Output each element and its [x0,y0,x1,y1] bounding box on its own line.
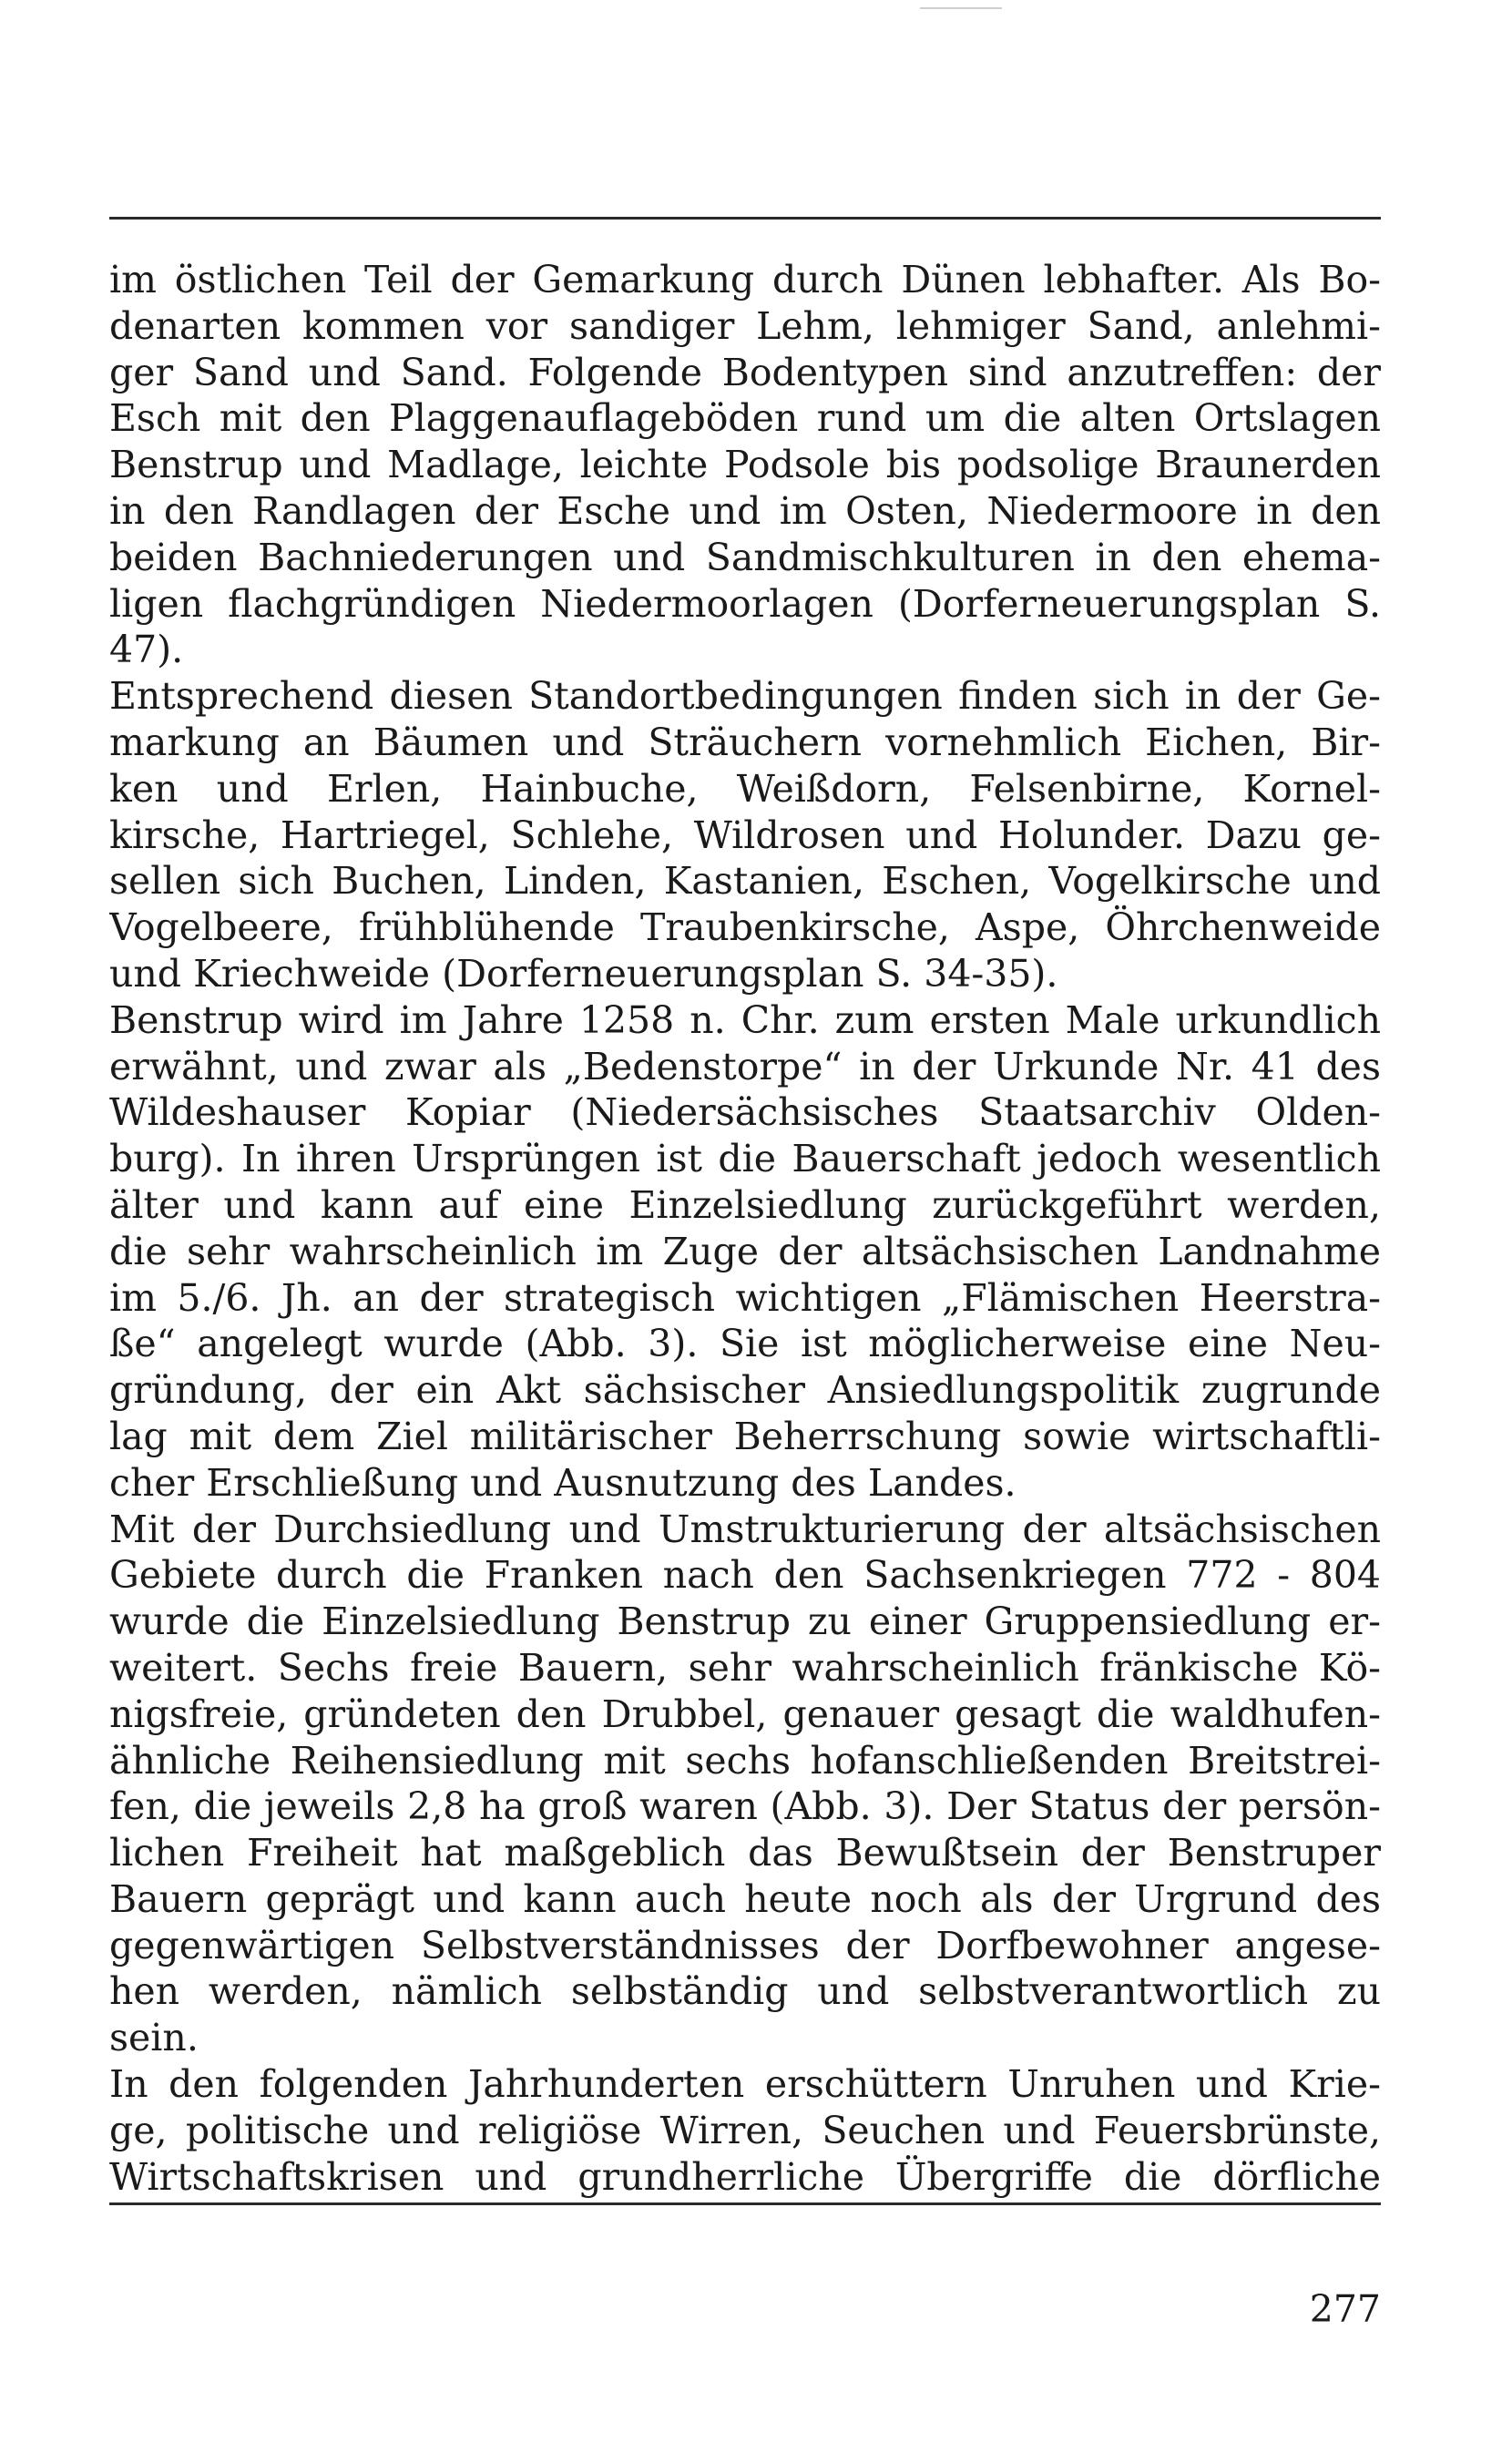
text-line: hen werden, nämlich selbständig und selbstverantwortlich zu [109,1969,1381,2014]
body-text [109,257,1381,2200]
text-line: erwähnt, und zwar als „Bedenstorpe“ in der Urkunde Nr. 41 des [109,1044,1381,1088]
text-line: ge, politische und religiöse Wirren, Seuchen und Feuersbrünste, [109,2108,1381,2152]
text-line: weitert. Sechs freie Bauern, sehr wahrscheinlich fränkische Kö- [109,1645,1381,1690]
text-line: gegenwärtigen Selbstverständnisses der Dorfbewohner angese- [109,1923,1381,1967]
text-line: ße“ angelegt wurde (Abb. 3). Sie ist möglicherweise eine Neu- [109,1322,1381,1366]
text-line: ähnliche Reihensiedlung mit sechs hofanschließenden Breitstrei- [109,1738,1381,1783]
text-line: im östlichen Teil der Gemarkung durch Dünen lebhafter. Als Bo- [109,258,1381,301]
text-line: beiden Bachniederungen und Sandmischkulturen in den ehema- [109,535,1381,579]
text-line: Bauern geprägt und kann auch heute noch als der Urgrund des [109,1876,1381,1921]
text-line: nigsfreie, gründeten den Drubbel, genauer gesagt die waldhufen- [109,1691,1381,1736]
text-line: Benstrup wird im Jahre 1258 n. Chr. zum ersten Male urkundlich [109,997,1381,1042]
text-line: wurde die Einzelsiedlung Benstrup zu einer Gruppensiedlung er- [109,1599,1381,1644]
text-line: älter und kann auf eine Einzelsiedlung zurückgeführt werden, [109,1182,1381,1227]
footer-rule [109,2202,1381,2205]
text-line: ger Sand und Sand. Folgende Bodentypen sind anzutreffen: der [109,350,1381,394]
page-number: 277 [1309,2287,1381,2331]
text-line: In den folgenden Jahrhunderten erschüttern Unruhen und Krie- [109,2062,1381,2107]
text-line: ligen flachgründigen Niedermoorlagen (Dorferneuerungsplan S. [109,581,1381,626]
text-line: sein. [109,2016,199,2060]
text-line: und Kriechweide (Dorferneuerungsplan S. 34-35). [109,951,1058,996]
text-line: in den Randlagen der Esche und im Osten, Niedermoore in den [109,488,1381,533]
text-line: Wildeshauser Kopiar (Niedersächsisches Staatsarchiv Olden- [109,1090,1381,1135]
text-line: Gebiete durch die Franken nach den Sachsenkriegen 772 - 804 [109,1553,1381,1598]
text-line: Mit der Durchsiedlung und Umstrukturierung der altsächsischen [109,1507,1381,1551]
text-line: cher Erschließung und Ausnutzung des Landes. [109,1460,1017,1505]
text-line: im 5./6. Jh. an der strategisch wichtigen „Flämischen Heerstra- [109,1275,1381,1320]
text-line: denarten kommen vor sandiger Lehm, lehmiger Sand, anlehmi- [109,303,1381,348]
text-line: sellen sich Buchen, Linden, Kastanien, Eschen, Vogelkirsche und [109,859,1381,904]
text-line: 47). [109,628,184,672]
scan-artifact-mark [920,7,1002,9]
text-line: ken und Erlen, Hainbuche, Weißdorn, Felsenbirne, Kornel- [109,766,1381,811]
header-rule [109,217,1381,220]
text-line: gründung, der ein Akt sächsischer Ansiedlungspolitik zugrunde [109,1368,1381,1413]
text-line: Wirtschaftskrisen und grundherrliche Übergriffe die dörfliche [109,2154,1381,2199]
text-line: lichen Freiheit hat maßgeblich das Bewußtsein der Benstruper [109,1831,1381,1875]
text-line: Esch mit den Plaggenauflageböden rund um die alten Ortslagen [109,396,1381,441]
text-line: Entsprechend diesen Standortbedingungen finden sich in der Ge- [109,674,1381,719]
text-line: fen, die jeweils 2,8 ha groß waren (Abb. 3). Der Status der persön- [109,1784,1381,1829]
text-line: burg). In ihren Ursprüngen ist die Bauerschaft jedoch wesentlich [109,1137,1381,1181]
text-line: markung an Bäumen und Sträuchern vornehmlich Eichen, Bir- [109,720,1381,764]
text-line: Vogelbeere, frühblühende Traubenkirsche, Aspe, Öhrchenweide [109,905,1381,950]
text-line: lag mit dem Ziel militärischer Beherrschung sowie wirtschaftli- [109,1414,1381,1458]
text-line: Benstrup und Madlage, leichte Podsole bis podsolige Braunerden [109,443,1381,487]
text-line: kirsche, Hartriegel, Schlehe, Wildrosen und Holunder. Dazu ge- [109,812,1381,857]
text-line: die sehr wahrscheinlich im Zuge der altsächsischen Landnahme [109,1229,1381,1273]
